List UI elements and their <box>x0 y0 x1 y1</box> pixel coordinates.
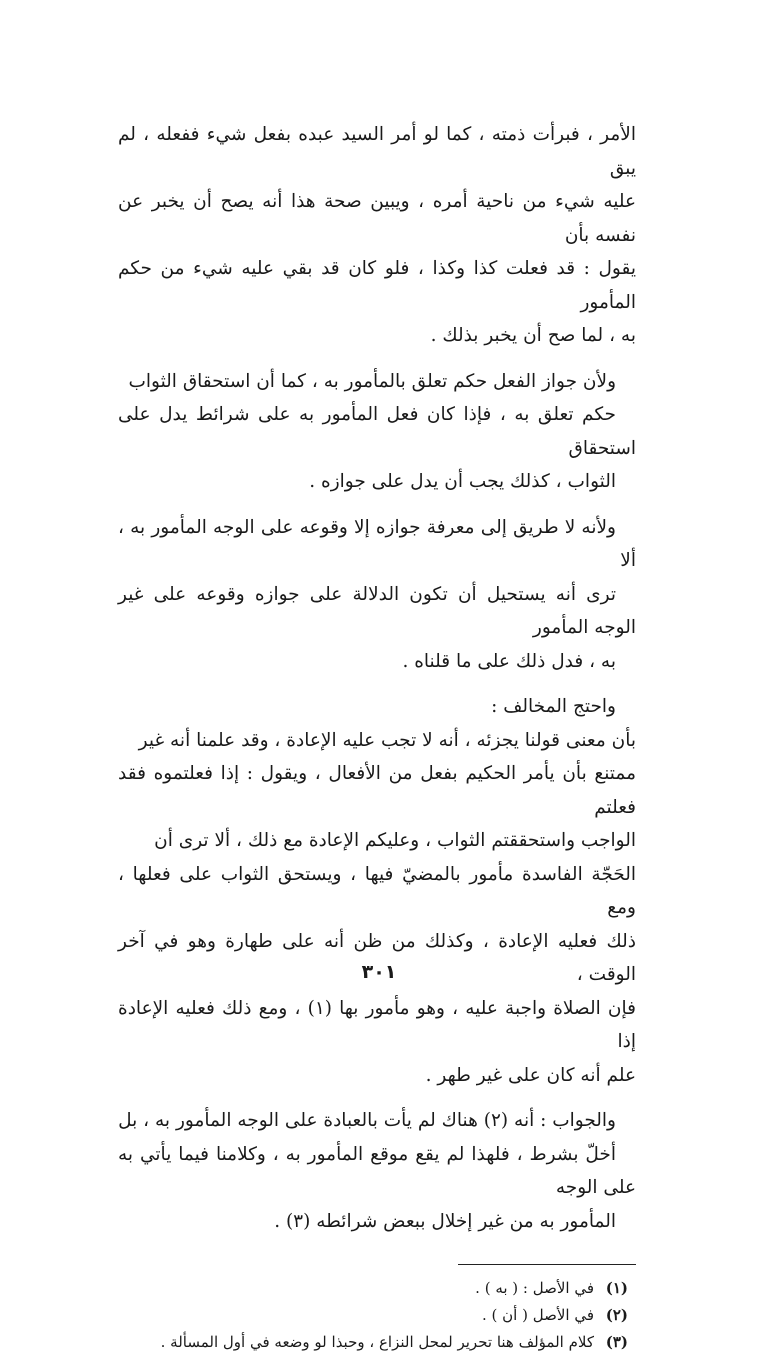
footnote-2 <box>118 1302 636 1329</box>
footnote-text: في الأصل ( أن ) . <box>482 1306 594 1324</box>
paragraph-5 <box>118 1104 636 1238</box>
text-line: والجواب : أنه (٢) هناك لم يأت بالعبادة على الوجه المأمور به ، بل <box>118 1110 616 1131</box>
paragraph-4 <box>118 724 636 1093</box>
text-line: ولأن جواز الفعل حكم تعلق بالمأمور به ، كما أن استحقاق الثواب <box>128 370 616 392</box>
footnote-text: كلام المؤلف هنا تحرير لمحل النزاع ، وحبذا لو وضعه في أول المسألة . <box>160 1333 594 1351</box>
footnote-3 <box>118 1329 636 1356</box>
text-line: ذلك فعليه الإعادة ، وكذلك من ظن أنه على طهارة وهو في آخر الوقت ، <box>118 930 636 985</box>
page-body <box>118 118 636 1356</box>
text-line: به ، لما صح أن يخبر بذلك . <box>430 325 636 346</box>
text-line: بأن معنى قولنا يجزئه ، أنه لا تجب عليه الإعادة ، وقد علمنا أنه غير <box>138 729 636 751</box>
paragraph-heading-objection <box>118 690 636 724</box>
footnote-divider <box>458 1264 636 1265</box>
text-line: الأمر ، فبرأت ذمته ، كما لو أمر السيد عبده بفعل شيء ففعله ، لم يبق <box>118 124 636 179</box>
text-line: يقول : قد فعلت كذا وكذا ، فلو كان قد بقي عليه شيء من حكم المأمور <box>118 258 636 313</box>
text-line: علم أنه كان على غير طهر . <box>425 1064 636 1086</box>
footnote-text: في الأصل : ( به ) . <box>475 1279 594 1297</box>
text-line: الواجب واستحققتم الثواب ، وعليكم الإعادة مع ذلك ، ألا ترى أن <box>154 830 636 851</box>
text-line: به ، فدل ذلك على ما قلناه . <box>402 650 616 672</box>
footnote-number: (٣) <box>605 1333 628 1351</box>
text-line: حكم تعلق به ، فإذا كان فعل المأمور به على شرائط يدل على استحقاق <box>118 404 636 459</box>
text-line: الحَجّة الفاسدة مأمور بالمضيّ فيها ، ويستحق الثواب على فعلها ، ومع <box>118 863 636 918</box>
text-line: فإن الصلاة واجبة عليه ، وهو مأمور بها (١) ، ومع ذلك فعليه الإعادة إذا <box>118 997 636 1052</box>
text-line: ولأنه لا طريق إلى معرفة جوازه إلا وقوعه على الوجه المأمور به ، ألا <box>118 516 636 571</box>
text-line: المأمور به من غير إخلال ببعض شرائطه (٣) . <box>274 1210 616 1232</box>
text-line: ممتنع بأن يأمر الحكيم بفعل من الأفعال ، ويقول : إذا فعلتموه فقد فعلتم <box>118 763 636 818</box>
text-line: الثواب ، كذلك يجب أن يدل على جوازه . <box>309 471 616 492</box>
footnote-number: (٢) <box>605 1306 628 1324</box>
text-line: عليه شيء من ناحية أمره ، ويبين صحة هذا أنه يصح أن يخبر عن نفسه بأن <box>118 191 636 246</box>
text-line: واحتج المخالف : <box>491 696 616 717</box>
paragraph-1 <box>118 118 636 353</box>
footnote-number: (١) <box>605 1279 628 1297</box>
text-line: أخلّ بشرط ، فلهذا لم يقع موقع المأمور به ، وكلامنا فيما يأتي به على الوجه <box>118 1143 636 1198</box>
paragraph-3 <box>118 511 636 679</box>
footnote-1 <box>118 1275 636 1302</box>
page-number: ٣٠١ <box>361 961 397 983</box>
text-line: ترى أنه يستحيل أن تكون الدلالة على جوازه وقوعه على غير الوجه المأمور <box>118 583 636 638</box>
paragraph-2 <box>118 365 636 499</box>
